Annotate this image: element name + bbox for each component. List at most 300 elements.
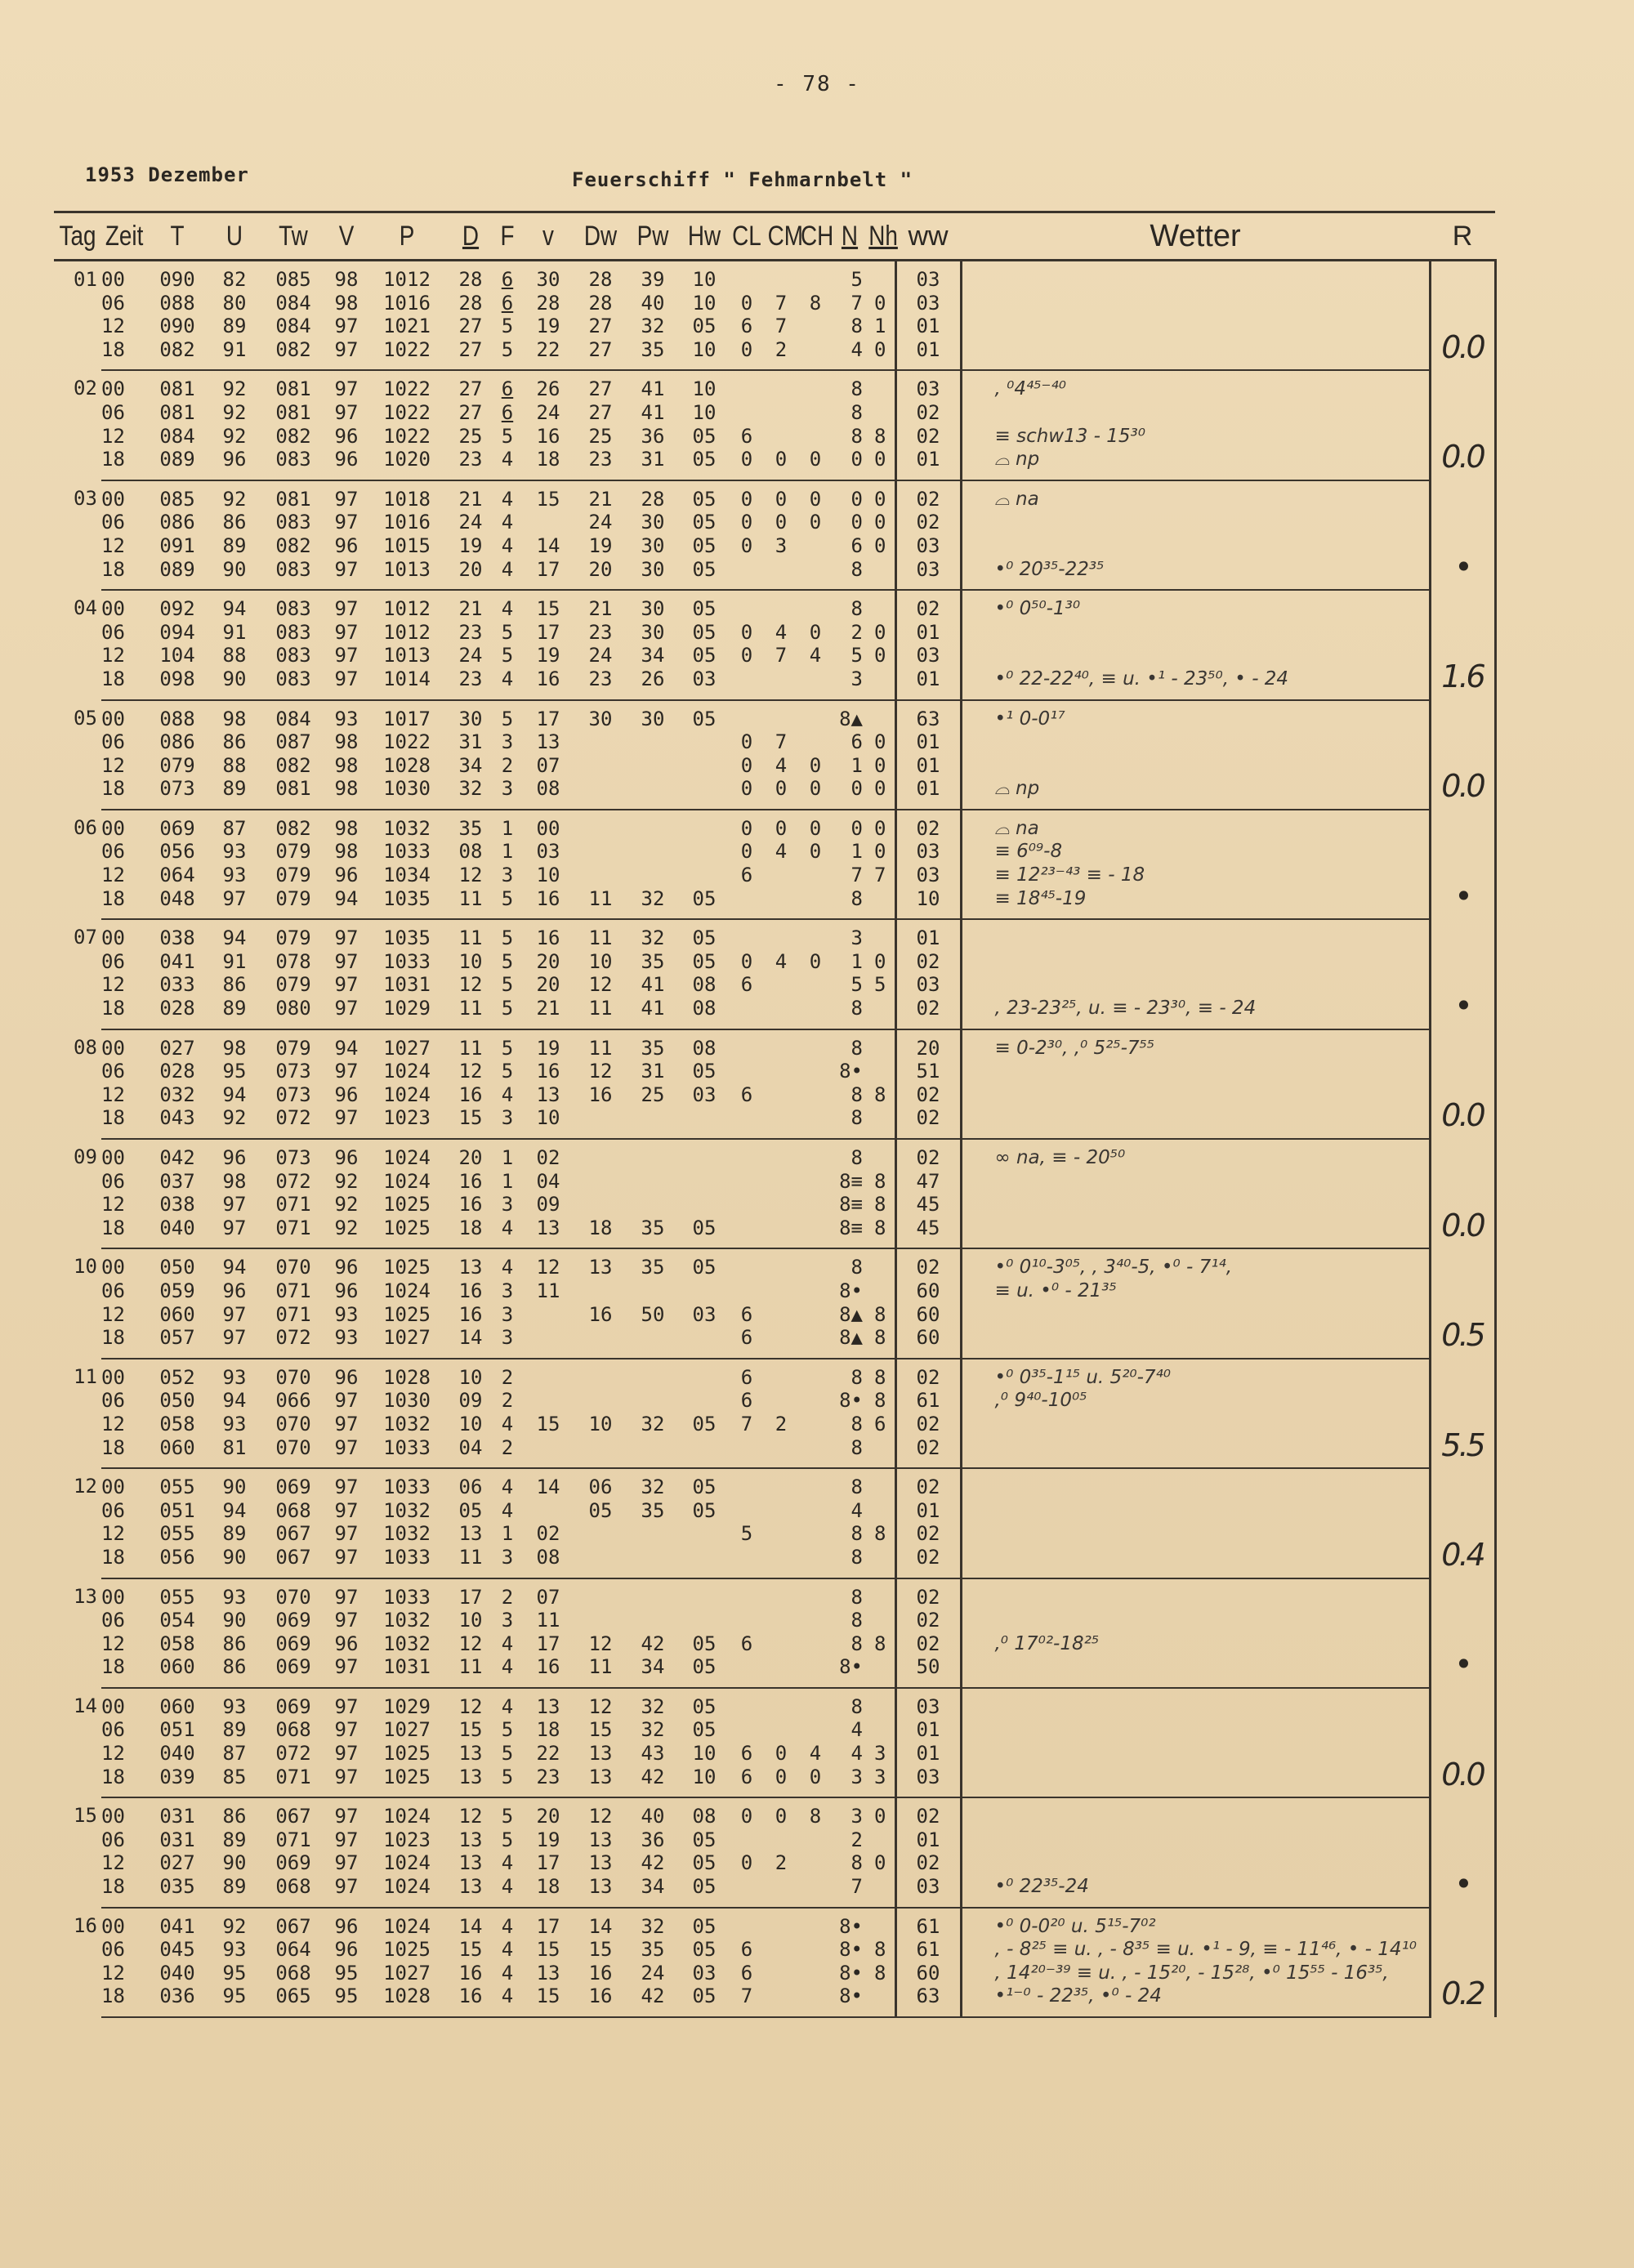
cell-v-cap: 97	[334, 1718, 359, 1742]
cell-zeit: 18	[101, 1326, 145, 1359]
cell-v: 13	[536, 1083, 560, 1106]
cell-dw: 11	[575, 887, 626, 920]
col-header-v: v	[526, 212, 570, 261]
cell-u: 96	[222, 1146, 247, 1169]
ship-name-heading: Feuerschiff " Fehmarnbelt "	[572, 168, 913, 191]
cell-ch	[797, 1389, 833, 1413]
cell-d: 35	[458, 816, 483, 840]
cell-wetter-handwritten: ≡ 12²³⁻⁴³ ≡ - 18	[961, 864, 1430, 887]
col-header-r: R	[1430, 212, 1495, 261]
cell-u: 91	[222, 949, 247, 973]
cell-cm: 0	[775, 1742, 788, 1766]
cell-dw: 21	[588, 487, 613, 511]
cell-hw: 05	[692, 1828, 717, 1851]
cell-n: 8•	[833, 1655, 866, 1688]
cell-ww: 60	[895, 1326, 961, 1359]
cell-wetter-handwritten	[961, 1718, 1430, 1742]
cell-cl	[729, 1655, 765, 1688]
cell-p: 1025	[366, 1766, 448, 1798]
cell-zeit: 18	[101, 997, 145, 1029]
cell-n: 8≡	[839, 1193, 863, 1217]
cell-dw: 16	[588, 1961, 613, 1984]
cell-ch: 4	[809, 644, 822, 667]
table-row	[54, 1279, 1495, 1303]
cell-zeit: 00	[101, 1256, 125, 1279]
table-row	[54, 1688, 1495, 1719]
cell-nh	[866, 1875, 895, 1908]
cell-ww: 02	[895, 1083, 961, 1107]
cell-v: 10	[536, 864, 560, 887]
cell-ch	[797, 558, 833, 591]
cell-f: 1	[501, 1169, 514, 1193]
table-row	[54, 1436, 1495, 1469]
cell-pw	[626, 1389, 680, 1413]
cell-hw: 10	[692, 377, 717, 401]
cell-f: 3	[493, 1546, 521, 1578]
cell-cl	[729, 558, 765, 591]
cell-r-precipitation: 0.0	[1430, 700, 1495, 810]
cell-t: 089	[145, 448, 209, 480]
cell-cl: 0	[740, 644, 753, 667]
cell-n: 3	[833, 1766, 866, 1798]
cell-dw	[575, 1436, 626, 1469]
cell-ch: 0	[797, 448, 833, 480]
table-row	[54, 1609, 1495, 1632]
cell-v: 13	[536, 730, 560, 754]
cell-f: 4	[493, 558, 521, 591]
cell-p: 1022	[383, 377, 431, 401]
cell-cm	[765, 919, 797, 950]
cell-tw: 083	[275, 644, 311, 667]
cell-d: 27	[458, 377, 483, 401]
cell-u: 95	[222, 1961, 247, 1984]
cell-tw: 064	[275, 1938, 311, 1962]
cell-p: 1017	[383, 707, 431, 730]
cell-hw: 05	[692, 1694, 717, 1718]
cell-u: 93	[222, 864, 247, 887]
cell-n: 8•	[839, 1961, 863, 1984]
cell-dw: 27	[588, 377, 613, 401]
cell-p: 1022	[383, 730, 431, 754]
cell-ww: 50	[895, 1655, 961, 1688]
cell-dw: 27	[575, 338, 626, 371]
cell-pw: 36	[641, 1828, 665, 1851]
cell-ch	[797, 730, 833, 754]
cell-u: 89	[209, 1875, 260, 1908]
col-header-t: T	[151, 212, 203, 261]
table-row	[54, 887, 1495, 920]
cell-f: 1	[501, 1522, 514, 1546]
cell-wetter-handwritten: ∞ na, ≡ - 20⁵⁰	[961, 1139, 1430, 1170]
cell-t: 050	[159, 1256, 195, 1279]
cell-u: 90	[222, 1609, 247, 1632]
cell-u: 82	[222, 268, 247, 291]
cell-n: 8	[850, 1851, 863, 1875]
cell-v-cap: 97	[334, 1805, 359, 1828]
cell-pw: 30	[641, 534, 665, 557]
cell-cl	[729, 1193, 765, 1217]
table-row	[54, 1413, 1495, 1436]
cell-d: 27	[458, 400, 483, 424]
cell-pw: 30	[626, 558, 680, 591]
cell-u: 89	[222, 1718, 247, 1742]
cell-n: 4	[850, 1718, 863, 1742]
cell-cm	[765, 1828, 797, 1852]
cell-u: 90	[209, 558, 260, 591]
cell-wetter-handwritten	[961, 621, 1430, 645]
cell-cl	[729, 261, 765, 292]
cell-cm: 4	[775, 840, 788, 864]
cell-u: 89	[222, 315, 247, 338]
cell-ww: 01	[895, 448, 961, 480]
cell-tw: 070	[275, 1585, 311, 1609]
cell-v: 02	[536, 1146, 560, 1169]
cell-f: 4	[501, 1938, 514, 1962]
cell-f: 1	[501, 840, 514, 864]
cell-ch	[797, 1083, 833, 1107]
cell-hw: 05	[692, 424, 717, 448]
cell-u: 97	[222, 1193, 247, 1217]
cell-zeit: 12	[101, 1632, 125, 1655]
cell-nh: 0	[874, 487, 886, 511]
table-row	[54, 621, 1495, 645]
cell-f: 5	[501, 973, 514, 997]
cell-p: 1014	[366, 667, 448, 700]
cell-wetter-handwritten: •⁰ 0¹⁰-3⁰⁵, , 3⁴⁰-5, •⁰ - 7¹⁴,	[961, 1248, 1430, 1279]
cell-hw: 05	[692, 1476, 717, 1499]
cell-cl	[729, 700, 765, 731]
cell-u: 90	[222, 1476, 247, 1499]
cell-n: 8	[850, 1146, 863, 1169]
cell-cm	[765, 1984, 797, 2017]
cell-ww: 01	[895, 1499, 961, 1523]
table-row	[54, 480, 1495, 511]
cell-cm	[765, 1468, 797, 1499]
cell-tw: 067	[260, 1546, 327, 1578]
cell-hw: 05	[692, 511, 717, 534]
cell-t: 037	[159, 1169, 195, 1193]
day-number: 06	[74, 815, 97, 839]
cell-f: 3	[501, 864, 514, 887]
cell-tw: 087	[275, 730, 311, 754]
cell-p: 1024	[366, 1875, 448, 1908]
cell-v-cap: 97	[334, 1412, 359, 1435]
cell-tw: 073	[275, 1083, 311, 1106]
cell-cl: 0	[740, 816, 753, 840]
table-row	[54, 1522, 1495, 1546]
cell-dw: 11	[588, 926, 613, 950]
cell-cm	[765, 1908, 797, 1939]
cell-f: 4	[493, 448, 521, 480]
cell-ch	[797, 1436, 833, 1469]
cell-f: 4	[501, 1476, 514, 1499]
cell-t: 040	[145, 1217, 209, 1249]
cell-u: 90	[222, 1851, 247, 1875]
cell-u: 94	[222, 597, 247, 621]
cell-tw: 084	[275, 291, 311, 315]
cell-u: 91	[222, 620, 247, 644]
cell-tw: 084	[275, 315, 311, 338]
cell-nh: 8	[874, 1632, 886, 1655]
cell-cl	[729, 401, 765, 425]
cell-zeit: 00	[101, 816, 125, 840]
cell-n: 8	[850, 1412, 863, 1435]
cell-zeit: 06	[101, 1169, 125, 1193]
cell-d: 14	[448, 1326, 493, 1359]
cell-tw: 069	[275, 1851, 311, 1875]
cell-n: 1	[850, 840, 863, 864]
cell-f: 4	[501, 1256, 514, 1279]
cell-cl: 6	[740, 424, 753, 448]
cell-wetter-handwritten: •⁰ 22-22⁴⁰, ≡ u. •¹ - 23⁵⁰, • - 24	[961, 667, 1430, 700]
cell-ww: 01	[895, 315, 961, 338]
cell-t: 059	[159, 1279, 195, 1302]
cell-hw: 05	[692, 1938, 717, 1962]
cell-zeit: 12	[101, 1193, 125, 1217]
cell-v	[521, 1303, 575, 1327]
cell-pw: 34	[626, 1655, 680, 1688]
cell-dw: 10	[588, 949, 613, 973]
table-row	[54, 590, 1495, 621]
cell-u: 81	[209, 1436, 260, 1469]
cell-ww: 02	[895, 1522, 961, 1546]
cell-t: 033	[159, 973, 195, 997]
table-row	[54, 1938, 1495, 1962]
cell-v: 03	[536, 840, 560, 864]
cell-f: 5	[501, 949, 514, 973]
cell-v-cap: 97	[334, 1522, 359, 1546]
cell-t: 073	[145, 777, 209, 810]
table-row	[54, 1170, 1495, 1194]
cell-d: 21	[458, 487, 483, 511]
cell-v: 13	[536, 1694, 560, 1718]
cell-cm	[765, 1875, 797, 1908]
cell-v: 17	[536, 620, 560, 644]
cell-nh	[866, 700, 895, 731]
cell-n: 8	[850, 400, 863, 424]
cell-pw: 30	[641, 620, 665, 644]
cell-wetter-handwritten	[961, 1522, 1430, 1546]
cell-tw: 067	[275, 1522, 311, 1546]
cell-d: 12	[458, 973, 483, 997]
cell-t: 086	[159, 730, 195, 754]
cell-nh	[866, 370, 895, 401]
cell-zeit: 12	[101, 753, 125, 777]
cell-u: 86	[222, 730, 247, 754]
cell-hw: 03	[680, 667, 729, 700]
cell-tw: 081	[260, 777, 327, 810]
cell-tw: 079	[275, 864, 311, 887]
cell-p: 1033	[366, 1436, 448, 1469]
cell-ch	[797, 1984, 833, 2017]
cell-ch	[797, 1632, 833, 1656]
cell-d: 17	[458, 1585, 483, 1609]
cell-dw	[575, 1106, 626, 1139]
cell-n: 5	[850, 973, 863, 997]
cell-v: 09	[536, 1193, 560, 1217]
cell-tw: 071	[275, 1193, 311, 1217]
cell-ch: 8	[809, 291, 822, 315]
cell-t: 058	[159, 1412, 195, 1435]
cell-pw: 35	[641, 1498, 665, 1522]
cell-cm	[765, 558, 797, 591]
cell-n: 8•	[839, 1279, 863, 1302]
cell-pw: 31	[626, 448, 680, 480]
cell-cl	[729, 1060, 765, 1083]
cell-v-cap: 96	[334, 424, 359, 448]
cell-wetter-handwritten: , 23-23²⁵, u. ≡ - 23³⁰, ≡ - 24	[961, 997, 1430, 1029]
table-row	[54, 730, 1495, 754]
cell-ww: 01	[895, 730, 961, 754]
cell-t: 098	[145, 667, 209, 700]
cell-wetter-handwritten	[961, 1326, 1430, 1359]
cell-ch	[797, 261, 833, 292]
cell-cl: 5	[740, 1522, 753, 1546]
cell-tw: 071	[260, 1766, 327, 1798]
cell-n: 8•	[839, 1060, 863, 1083]
cell-hw: 05	[692, 1060, 717, 1083]
cell-t: 055	[159, 1476, 195, 1499]
cell-wetter-handwritten	[961, 1655, 1430, 1688]
cell-cl: 6	[740, 1365, 753, 1389]
cell-t: 090	[159, 315, 195, 338]
cell-ch	[797, 315, 833, 338]
col-header-pw: Pw	[631, 212, 675, 261]
cell-dw: 16	[588, 1302, 613, 1326]
cell-f: 5	[493, 887, 521, 920]
cell-pw: 28	[641, 487, 665, 511]
cell-dw: 11	[575, 997, 626, 1029]
cell-v-cap: 96	[334, 1256, 359, 1279]
cell-wetter-handwritten	[961, 973, 1430, 997]
cell-cm	[765, 1688, 797, 1719]
cell-d: 11	[448, 997, 493, 1029]
cell-u: 88	[222, 644, 247, 667]
col-header-ch: CH	[801, 212, 830, 261]
cell-zeit: 12	[101, 534, 125, 557]
cell-p: 1029	[383, 1694, 431, 1718]
cell-nh: 3	[866, 1766, 895, 1798]
cell-hw	[680, 864, 729, 887]
cell-dw	[575, 1546, 626, 1578]
table-row	[54, 810, 1495, 841]
cell-tw: 083	[275, 597, 311, 621]
cell-u: 98	[222, 1036, 247, 1060]
cell-cm: 0	[775, 511, 788, 534]
cell-cl: 6	[740, 1389, 753, 1413]
table-row	[54, 1655, 1495, 1688]
cell-r-precipitation: •	[1430, 919, 1495, 1029]
cell-u: 92	[209, 1106, 260, 1139]
cell-wetter-handwritten	[961, 401, 1430, 425]
cell-tw: 069	[275, 1694, 311, 1718]
cell-u: 97	[209, 887, 260, 920]
cell-r-precipitation: •	[1430, 480, 1495, 590]
cell-f: 4	[501, 1632, 514, 1655]
cell-p: 1024	[383, 1914, 431, 1938]
cell-n: 8≡	[839, 1169, 863, 1193]
cell-nh	[866, 1908, 895, 1939]
cell-f: 6	[501, 400, 514, 424]
cell-p: 1018	[383, 487, 431, 511]
cell-p: 1023	[383, 1828, 431, 1851]
cell-u: 93	[222, 840, 247, 864]
table-row	[54, 754, 1495, 778]
col-header-n: N	[837, 212, 864, 261]
cell-wetter-handwritten: ⌓ np	[961, 448, 1430, 480]
cell-cl	[729, 667, 765, 700]
cell-v: 30	[536, 268, 560, 291]
cell-f: 4	[493, 1655, 521, 1688]
cell-p: 1033	[383, 840, 431, 864]
cell-ch	[797, 1875, 833, 1908]
cell-f: 3	[493, 1326, 521, 1359]
col-header-nh: Nh	[868, 212, 893, 261]
cell-ch	[797, 1688, 833, 1719]
cell-v-cap: 97	[334, 487, 359, 511]
cell-pw	[626, 754, 680, 778]
cell-d: 16	[458, 1193, 483, 1217]
cell-ww: 01	[895, 1718, 961, 1742]
cell-nh: 8	[874, 1083, 886, 1106]
cell-ww: 02	[895, 1359, 961, 1390]
cell-pw: 40	[641, 1805, 665, 1828]
cell-u: 87	[222, 1742, 247, 1766]
cell-cm	[765, 1170, 797, 1194]
cell-hw	[680, 1578, 729, 1609]
cell-v-cap: 92	[334, 1169, 359, 1193]
cell-ch: 0	[809, 487, 822, 511]
cell-hw: 10	[692, 268, 717, 291]
cell-wetter-handwritten: , - 8²⁵ ≡ u. , - 8³⁵ ≡ u. •¹ - 9, ≡ - 11⁴⁶, • - 14¹⁰	[961, 1938, 1430, 1962]
cell-zeit: 06	[101, 949, 125, 973]
cell-ch	[797, 1522, 833, 1546]
cell-cl	[729, 887, 765, 920]
cell-t: 081	[159, 377, 195, 401]
cell-f: 5	[501, 1718, 514, 1742]
cell-zeit: 06	[101, 1279, 125, 1302]
cell-pw: 41	[641, 973, 665, 997]
cell-dw: 28	[588, 268, 613, 291]
cell-u: 90	[209, 1546, 260, 1578]
cell-f: 2	[501, 753, 514, 777]
cell-p: 1033	[383, 1476, 431, 1499]
cell-nh: 0	[874, 511, 886, 534]
cell-cm: 4	[775, 620, 788, 644]
table-row	[54, 261, 1495, 292]
cell-pw: 32	[641, 1914, 665, 1938]
cell-ch	[797, 997, 833, 1029]
col-header-p: P	[373, 212, 440, 261]
cell-hw	[680, 777, 729, 810]
cell-dw: 16	[588, 1083, 613, 1106]
cell-tw: 067	[275, 1805, 311, 1828]
cell-hw	[680, 1389, 729, 1413]
cell-tw: 071	[275, 1279, 311, 1302]
cell-cl: 0	[740, 620, 753, 644]
cell-v-cap: 97	[327, 667, 366, 700]
cell-p: 1024	[383, 1060, 431, 1083]
table-row	[54, 448, 1495, 480]
cell-v: 08	[521, 777, 575, 810]
cell-d: 11	[458, 1036, 483, 1060]
cell-f: 4	[501, 1083, 514, 1106]
cell-cl	[729, 1139, 765, 1170]
cell-u: 93	[222, 1938, 247, 1962]
cell-pw	[626, 1106, 680, 1139]
cell-ww: 01	[895, 1828, 961, 1852]
cell-tw: 083	[260, 558, 327, 591]
